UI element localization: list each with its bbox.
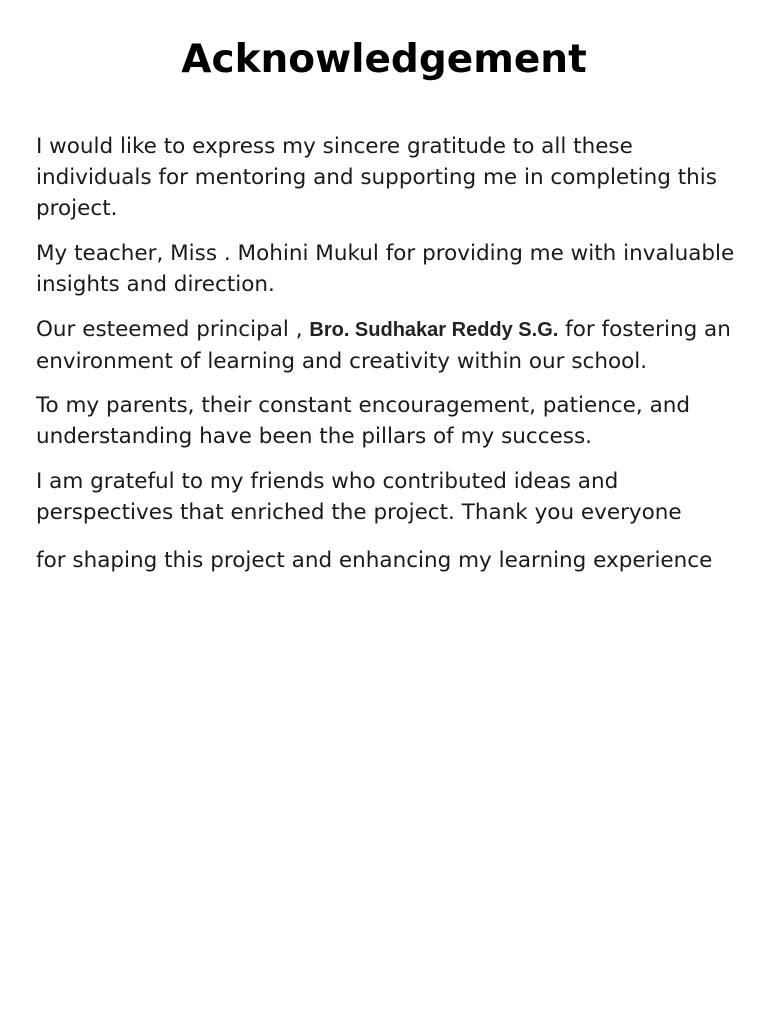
paragraph-principal <box>36 314 736 377</box>
principal-intro-text: Our esteemed principal , <box>36 317 310 342</box>
paragraph-friends: I am grateful to my friends who contributed ideas and perspectives that enriched the project. Thank you everyone <box>36 469 682 525</box>
principal-name: Bro. Sudhakar Reddy S.G. <box>309 319 559 341</box>
principal-outro-text: for fostering an environment of learning and creativity within our school. <box>36 317 731 374</box>
paragraph-gratitude: I would like to express my sincere gratitude to all these individuals for mentoring and supporting me in completing this project. <box>36 134 717 221</box>
page-title: Acknowledgement <box>181 37 587 82</box>
paragraph-closing: for shaping this project and enhancing my learning experience <box>36 548 713 573</box>
paragraph-teacher: My teacher, Miss . Mohini Mukul for providing me with invaluable insights and direction. <box>36 241 735 297</box>
paragraph-parents: To my parents, their constant encouragement, patience, and understanding have been the pillars of my success. <box>36 393 691 449</box>
